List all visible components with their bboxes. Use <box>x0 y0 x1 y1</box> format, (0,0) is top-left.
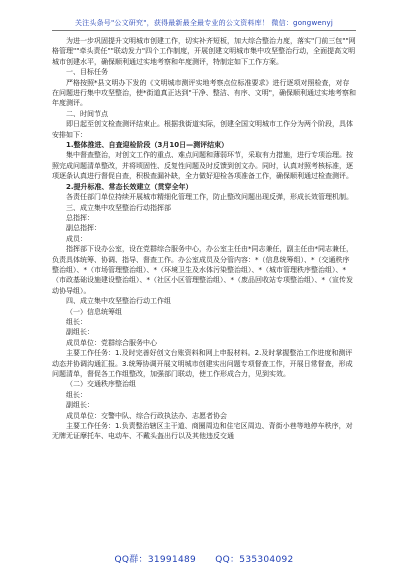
paragraph: 各责任部门单位持续开展城市精细化管理工作，防止整改问题出现反弹，形成长效管理机制。 <box>66 193 353 202</box>
header-divider <box>52 30 356 31</box>
paragraph: 组长： <box>66 390 87 399</box>
footer-qq-group: QQ群：31991489 <box>114 555 197 565</box>
paragraph: 集中督查整治，对创文工作的重点、难点问题和薄弱环节，采取有力措施，进行专项治理。按照完成问题清单整改，并将顷固性、反复性问题及时反馈到创文办。同时，认真对照考核标准，逐项逐条认真进行督促自查，积极查漏补缺，全力做好迎检各项准备工作，确保顺利通过检查测评。 <box>52 151 353 181</box>
paragraph: （一）信息统筹组 <box>66 307 122 316</box>
paragraph: 总指挥： <box>66 213 94 222</box>
paragraph: 副组长： <box>66 328 94 337</box>
paragraph: 即日起至创文检查测评结束止。根据我街道实际，创建全国文明城市工作分为两个阶段，具体安排如下： <box>52 120 353 139</box>
page-footer <box>0 552 408 565</box>
paragraph: 副总指挥： <box>66 224 101 233</box>
paragraph: 二、时间节点 <box>66 109 108 118</box>
paragraph: 主要工作任务：1.负责整治辖区主干道、商圈周边和住宅区周边、背街小巷等地停车秩序，对无牌无证摩托车、电动车、不戴头盔出行以及其他违反交通 <box>52 422 353 441</box>
paragraph: 1.整体推进、自查迎检阶段（3月10日—测评结束） <box>66 141 229 150</box>
page-header-watermark: 关注头条号"公文研究"，获得最新最全最专业的公文资料库！ 微信：gongwenyj <box>74 19 334 27</box>
paragraph: 主要工作任务：1.及时完善好创文台账资料和网上申报材料。2.及时掌握整治工作进度和测评动态并协调沟通汇报。3.统筹协调开展文明城市创建实出问题专项督查工作，开展日常督查，形成问题清单，督促各工作组整改，加强部门联动，使工作形成合力，见到实效。 <box>52 349 353 378</box>
paragraph: 成员： <box>66 234 87 243</box>
paragraph: 三、成立集中攻坚整治行动指挥部 <box>66 203 171 212</box>
paragraph: 指挥部下设办公室，设在党群综合服务中心，办公室主任由*同志兼任，副主任由*同志兼任，负责具体统筹、协调、指导、督查工作。办公室成员及分管内容：*（信息统筹组）、*（交通秩序整治组）、*（市场管理整治组）、*（环境卫生及水体污染整治组）、*（城市管理秩序整治组）、*（市政基础设施建设整治组）、*（社区小区管理整治组）、*（废品回收站专项整治组）、*（宣传发动协导组）。 <box>52 245 353 295</box>
paragraph: 成员单位：交警中队、综合行政执法办、志愿者协会 <box>66 411 227 420</box>
paragraph: 一、目标任务 <box>66 68 108 77</box>
paragraph: 四、成立集中攻坚整治行动工作组 <box>66 297 171 306</box>
paragraph: 为进一步巩固提升文明城市创建工作，切实补齐短板，加大综合整治力度，落实"门前三包""网格管理""牵头责任""联动发力"四个工作制度，开展创建文明城市集中攻坚整治行动，全面提高文明城市创建水平，确保顺利通过实地考察和年度测评，特制定如下工作方案。 <box>52 37 356 66</box>
document-body <box>52 36 356 442</box>
footer-qq: QQ：535304092 <box>215 555 294 565</box>
paragraph: 成员单位：党群综合服务中心 <box>66 338 157 347</box>
paragraph: 严格按照*县文明办下发的《文明城市测评实地考察点位标准要求》进行逐项对照检查，对存在问题进行集中攻坚整治，使*街道真正达到"干净、整洁、有序、文明"，确保顺利通过实地考察和年度测评。 <box>52 78 356 108</box>
paragraph: 2.提升标准、常态长效建立（贯穿全年） <box>66 182 193 191</box>
paragraph: 副组长： <box>66 401 94 410</box>
paragraph: 组长： <box>66 317 87 326</box>
paragraph: （二）交通秩序整治组 <box>66 380 136 389</box>
